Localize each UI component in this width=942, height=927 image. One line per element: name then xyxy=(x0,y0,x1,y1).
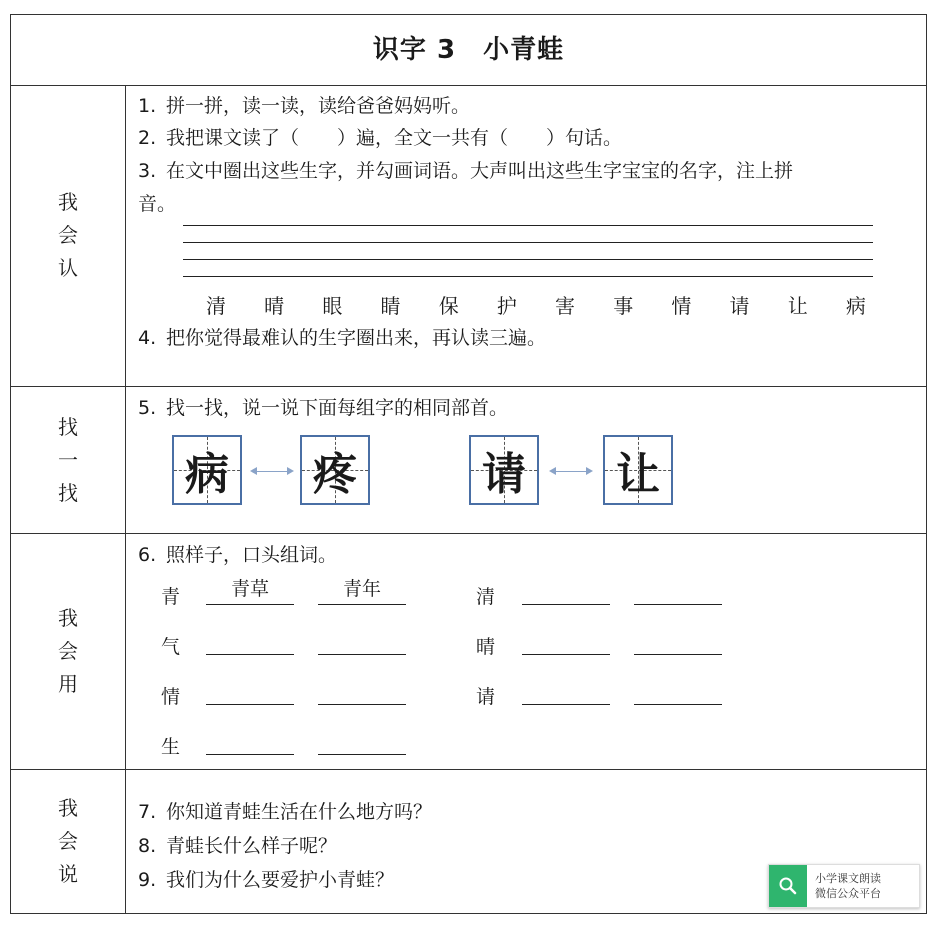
example-word: 青草 xyxy=(230,578,269,600)
grid-character-box xyxy=(300,435,370,505)
answer-blank[interactable] xyxy=(206,704,294,705)
question-text: 把你觉得最难认的生字圈出来，再认读三遍。 xyxy=(166,327,547,349)
character: 让 xyxy=(787,294,808,318)
word-base-char: 气 xyxy=(161,636,181,658)
grid-character: 病 xyxy=(185,449,229,500)
question-number: 3. xyxy=(138,160,157,182)
pinyin-line xyxy=(183,242,873,243)
label-char: 找 xyxy=(58,480,78,505)
label-char: 一 xyxy=(58,447,78,472)
character: 情 xyxy=(671,294,692,318)
question-3-continued: 音。 xyxy=(138,193,177,215)
answer-blank[interactable] xyxy=(318,604,406,605)
answer-blank[interactable] xyxy=(318,654,406,655)
word-base-char: 清 xyxy=(476,586,496,608)
word-base-char: 情 xyxy=(161,686,181,708)
question-9 xyxy=(138,865,394,892)
word-base-char: 生 xyxy=(161,736,181,758)
question-2 xyxy=(138,123,622,150)
answer-blank[interactable] xyxy=(206,604,294,605)
grid-character: 疼 xyxy=(313,449,357,500)
question-text: 找一找，说一说下面每组字的相同部首。 xyxy=(166,397,509,419)
worksheet xyxy=(10,14,927,914)
grid-character-box xyxy=(469,435,539,505)
label-char: 说 xyxy=(58,862,78,886)
grid-character-box xyxy=(172,435,242,505)
question-text: 在文中圈出这些生字，并勾画词语。大声叫出这些生字宝宝的名字，注上拼 xyxy=(166,160,794,182)
label-char: 我 xyxy=(58,796,78,820)
question-number: 9. xyxy=(138,869,157,891)
character: 护 xyxy=(496,294,517,318)
character: 请 xyxy=(729,294,750,318)
label-char: 会 xyxy=(58,829,78,853)
question-number: 4. xyxy=(138,327,157,349)
section-content xyxy=(126,534,926,769)
label-char: 我 xyxy=(58,606,78,630)
page-title: 识字 3 小青蛙 xyxy=(11,15,926,86)
label-char: 找 xyxy=(58,414,78,439)
character: 清 xyxy=(206,294,226,318)
grid-character: 让 xyxy=(616,449,660,500)
question-text: 我们为什么要爱护小青蛙？ xyxy=(166,869,395,891)
pinyin-line xyxy=(183,259,873,260)
question-number: 2. xyxy=(138,127,157,149)
section-find xyxy=(11,387,926,534)
word-base-char: 请 xyxy=(476,686,496,708)
question-number: 6. xyxy=(138,544,157,566)
label-char: 用 xyxy=(58,672,78,696)
question-6 xyxy=(138,540,337,567)
question-text: 你知道青蛙生活在什么地方吗？ xyxy=(166,801,433,823)
section-label xyxy=(11,534,126,769)
question-number: 7. xyxy=(138,801,157,823)
label-char: 我 xyxy=(58,190,78,214)
character: 病 xyxy=(845,294,866,318)
word-base-char: 晴 xyxy=(476,636,496,658)
double-arrow-icon xyxy=(551,471,591,472)
character: 害 xyxy=(555,294,576,318)
label-char: 认 xyxy=(58,256,78,280)
section-use xyxy=(11,534,926,770)
answer-blank[interactable] xyxy=(634,604,722,605)
section-content xyxy=(126,85,926,386)
answer-blank[interactable] xyxy=(522,704,610,705)
question-number: 8. xyxy=(138,835,157,857)
answer-blank[interactable] xyxy=(522,604,610,605)
section-label xyxy=(11,387,126,533)
question-text: 照样子，口头组词。 xyxy=(166,544,338,566)
label-char: 会 xyxy=(58,223,78,247)
section-content xyxy=(126,387,926,533)
grid-character-box xyxy=(603,435,673,505)
badge-line: 小学课文朗读 xyxy=(815,872,881,885)
word-base-char: 青 xyxy=(161,586,181,608)
character: 眼 xyxy=(322,294,343,318)
answer-blank[interactable] xyxy=(318,754,406,755)
question-number: 1. xyxy=(138,95,157,117)
double-arrow-icon xyxy=(252,471,292,472)
question-text: 青蛙长什么样子呢？ xyxy=(166,835,338,857)
answer-blank[interactable] xyxy=(522,654,610,655)
section-label xyxy=(11,770,126,913)
question-text: 我把课文读了（ ）遍，全文一共有（ ）句话。 xyxy=(166,127,623,149)
character-list xyxy=(206,290,866,319)
answer-blank[interactable] xyxy=(206,654,294,655)
question-number: 5. xyxy=(138,397,157,419)
example-word: 青年 xyxy=(342,578,381,600)
pinyin-line xyxy=(183,225,873,226)
section-label xyxy=(11,85,126,386)
label-char: 会 xyxy=(58,639,78,663)
character: 晴 xyxy=(264,294,285,318)
answer-blank[interactable] xyxy=(634,704,722,705)
answer-blank[interactable] xyxy=(318,704,406,705)
question-1 xyxy=(138,91,470,118)
character: 睛 xyxy=(380,294,401,318)
badge-line: 微信公众平台 xyxy=(815,887,881,900)
search-icon xyxy=(769,865,807,907)
character: 事 xyxy=(613,294,634,318)
question-5 xyxy=(138,393,508,420)
question-8 xyxy=(138,831,337,858)
answer-blank[interactable] xyxy=(634,654,722,655)
question-text: 拼一拼，读一读，读给爸爸妈妈听。 xyxy=(166,95,471,117)
question-7 xyxy=(138,797,432,824)
question-3 xyxy=(138,156,793,183)
answer-blank[interactable] xyxy=(206,754,294,755)
pinyin-line xyxy=(183,276,873,277)
question-4 xyxy=(138,323,546,350)
section-recognize xyxy=(11,85,926,387)
character: 保 xyxy=(438,294,459,318)
badge-text xyxy=(807,871,919,901)
wechat-badge[interactable] xyxy=(768,864,920,908)
grid-character: 请 xyxy=(482,449,526,500)
